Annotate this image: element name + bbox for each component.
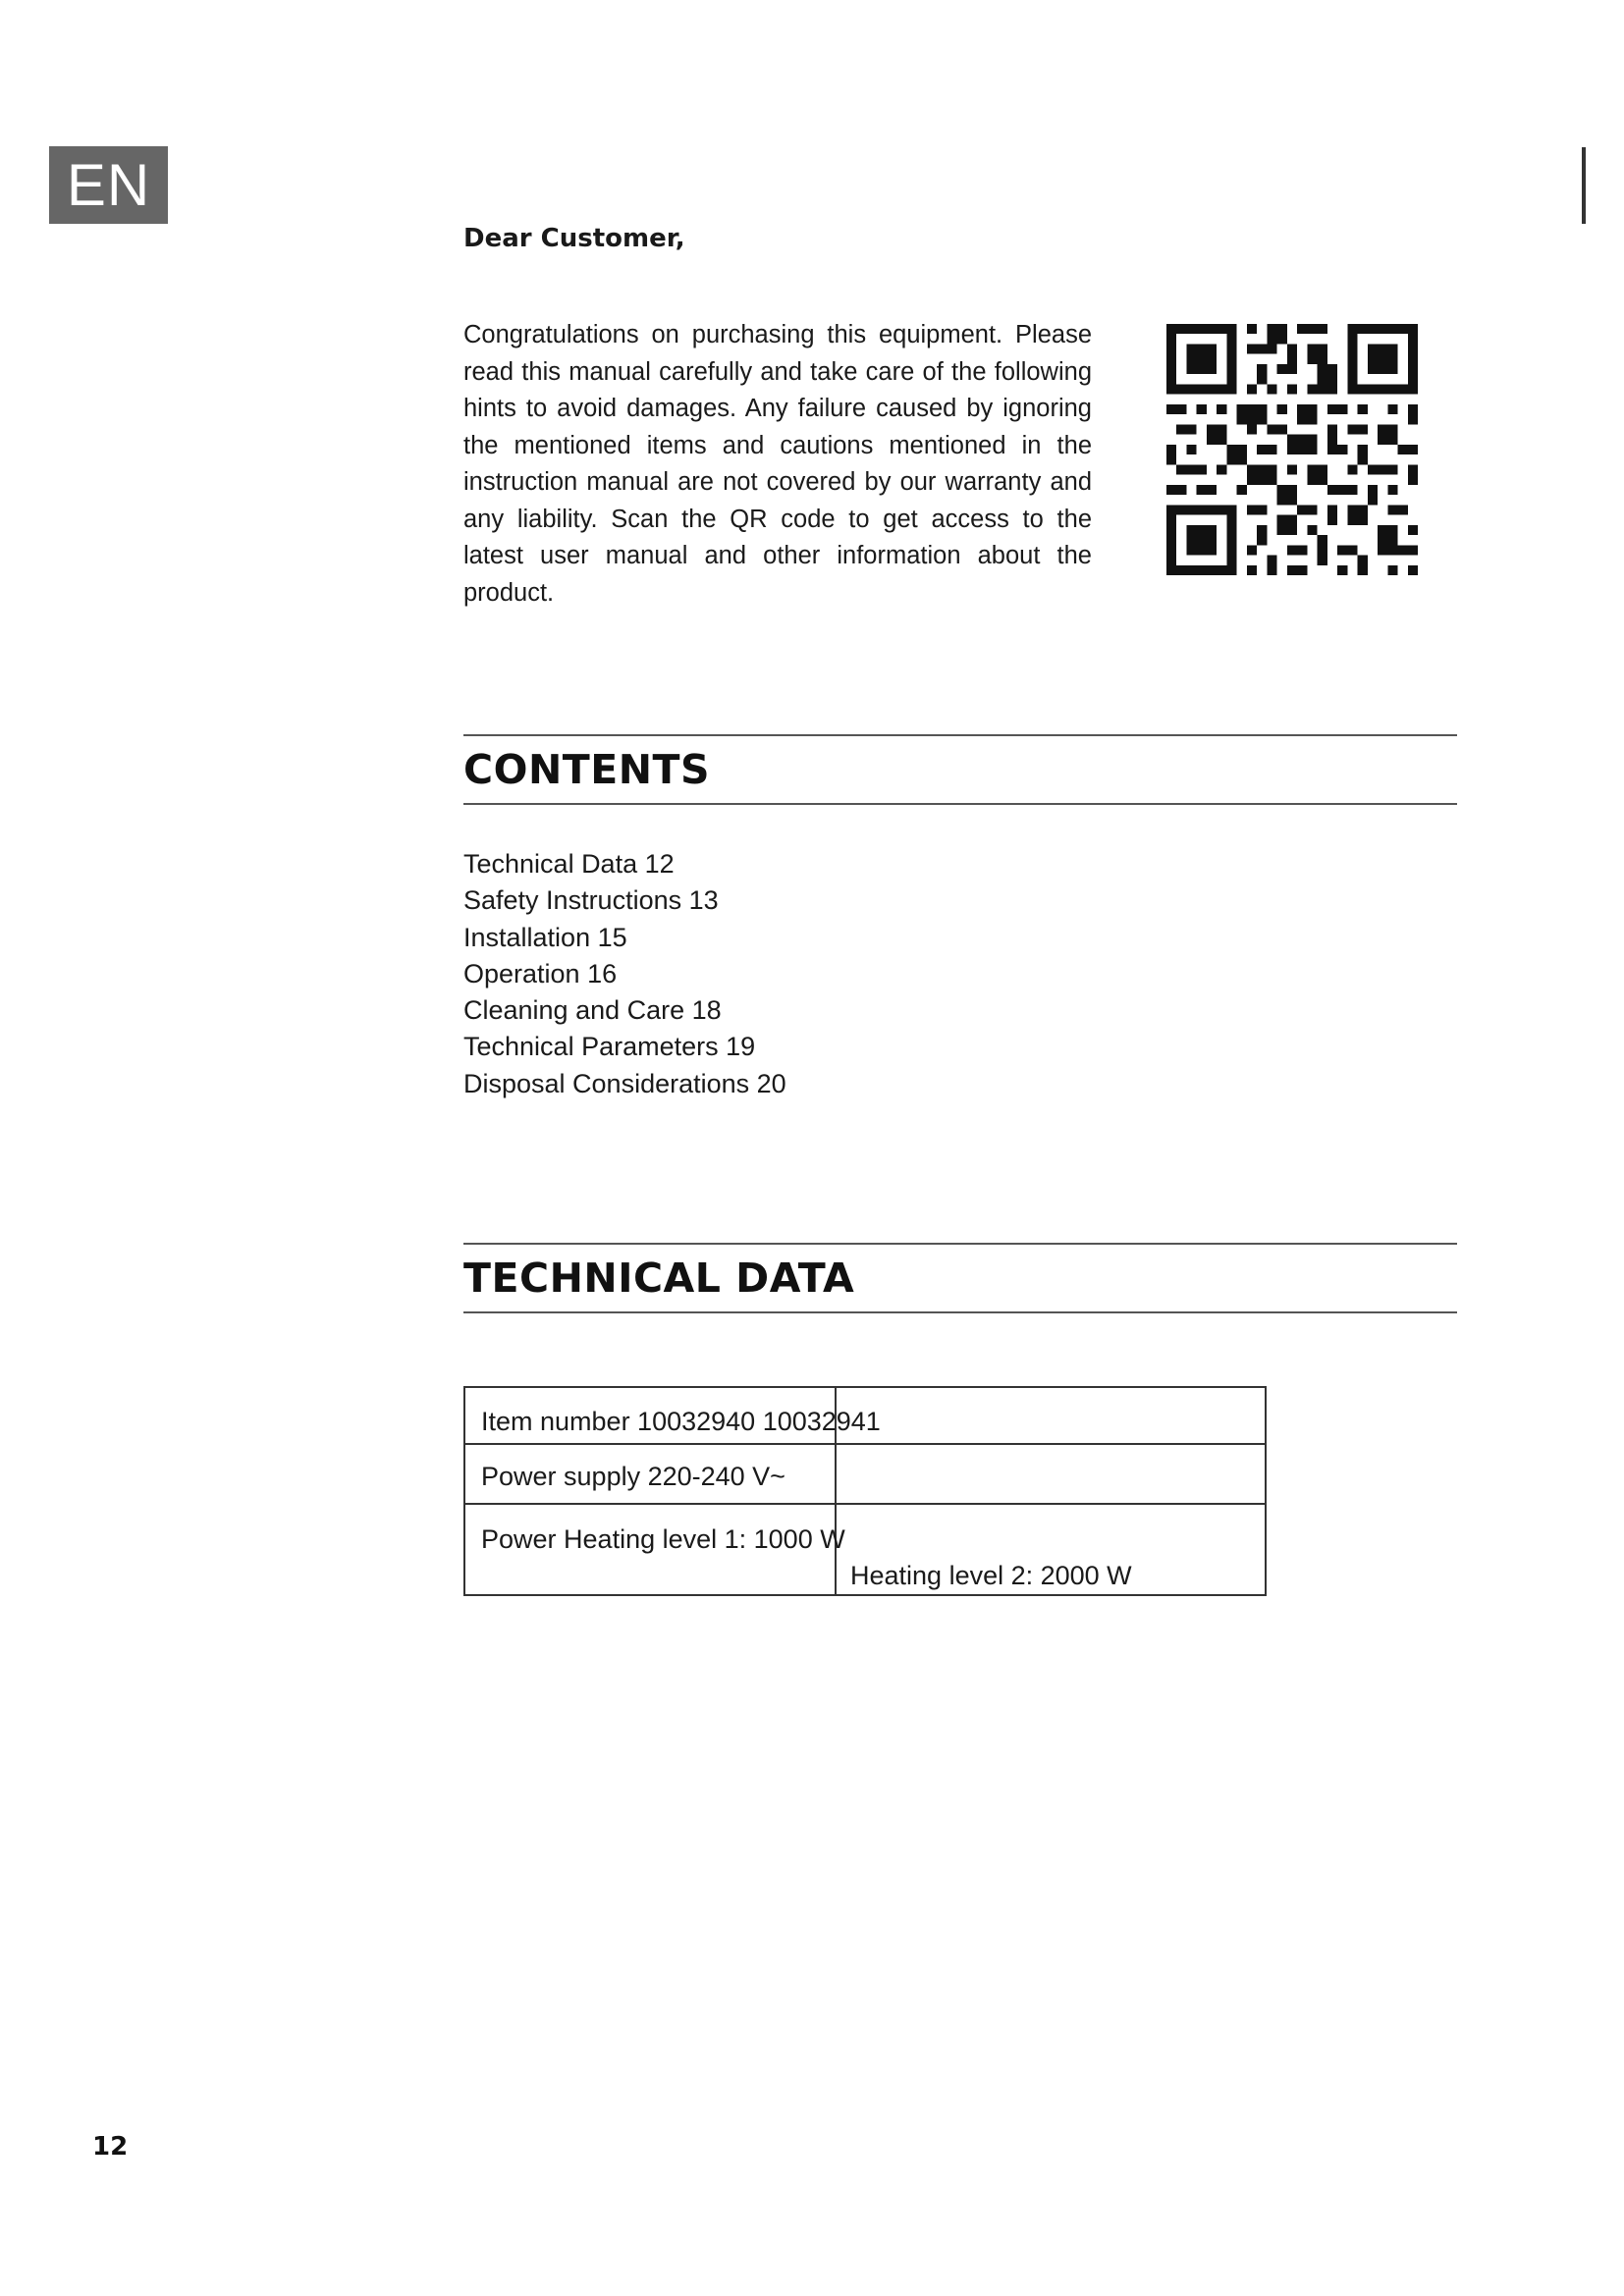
technical-data-heading-block (463, 1243, 1457, 1313)
table-row-power-level-1: Power Heating level 1: 1000 W (481, 1524, 845, 1554)
contents-item-safety-instructions[interactable]: Safety Instructions 13 (463, 885, 719, 916)
page-number: 12 (92, 2132, 129, 2162)
contents-item-installation[interactable]: Installation 15 (463, 922, 627, 952)
contents-list (463, 846, 786, 1102)
contents-item-disposal-considerations[interactable]: Disposal Considerations 20 (463, 1068, 786, 1098)
table-row-divider (465, 1503, 1265, 1505)
language-tab: EN (49, 146, 168, 224)
technical-data-table (463, 1386, 1267, 1596)
contents-heading: CONTENTS (463, 746, 711, 793)
greeting: Dear Customer, (463, 224, 685, 253)
contents-item-operation[interactable]: Operation 16 (463, 958, 618, 988)
intro-paragraph: Congratulations on purchasing this equipment. Please read this manual carefully and take care of the following hints to avoid damages. Any failure caused by ignoring the mentioned items and cautions mentioned in the instruction manual are not covered by our warranty and any liability. Scan the QR code to get access to the latest user manual and other information about the product. (463, 321, 1092, 607)
contents-heading-block (463, 734, 1457, 805)
table-row-power-supply: Power supply 220-240 V~ (481, 1462, 785, 1491)
technical-data-heading: TECHNICAL DATA (463, 1255, 855, 1302)
table-row-item-number: Item number 10032940 10032941 (481, 1407, 881, 1436)
contents-item-cleaning-and-care[interactable]: Cleaning and Care 18 (463, 995, 722, 1026)
contents-item-technical-data[interactable]: Technical Data 12 (463, 849, 675, 879)
table-row-power-level-2: Heating level 2: 2000 W (850, 1561, 1132, 1590)
page-edge-marker (1582, 147, 1586, 224)
table-row-divider (465, 1443, 1265, 1445)
contents-item-technical-parameters[interactable]: Technical Parameters 19 (463, 1032, 756, 1062)
qr-code-icon (1166, 324, 1418, 575)
